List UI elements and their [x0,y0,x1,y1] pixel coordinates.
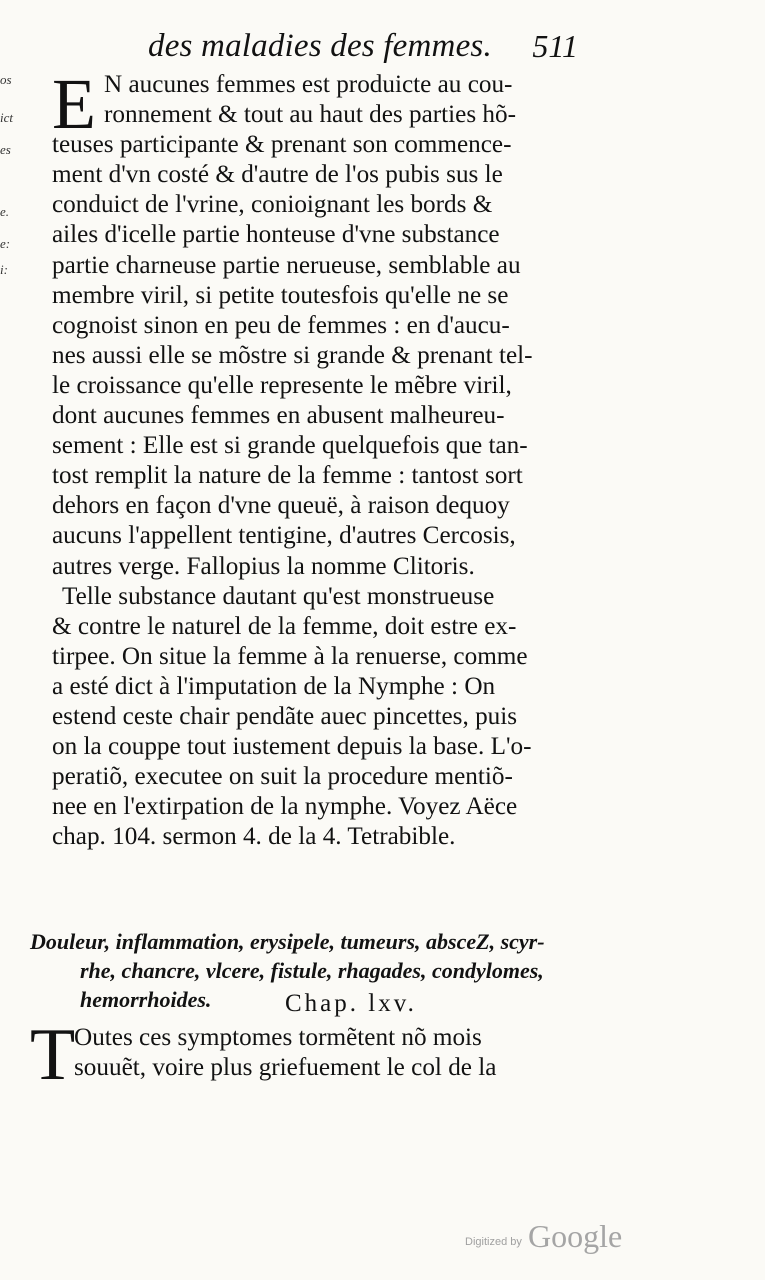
text-line: ronnement & tout au haut des parties hõ- [104,101,516,129]
text-line: sement : Elle est si grande quelquefois que tan- [52,432,528,460]
text-line: souuẽt, voire plus griefuement le col de la [74,1054,497,1082]
text-line: membre viril, si petite toutesfois qu'elle ne se [52,281,509,309]
main-text [52,64,567,852]
margin-mark: ict [0,110,13,125]
paragraph-2 [52,582,567,853]
digitized-by-label: Digitized by [465,1236,522,1248]
text-line: conduict de l'vrine, conioignant les bords & [52,191,493,219]
margin-mark: e. [0,204,10,219]
text-line: on la couppe tout iustement depuis la base. L'o- [52,733,532,761]
text-line: a esté dict à l'imputation de la Nymphe : On [52,672,496,700]
text-line: Outes ces symptomes tormẽtent nõ mois [74,1024,482,1051]
chapter-number: Chap. lxv. [285,990,417,1017]
text-line: tirpee. On situe la femme à la renuerse, comme [52,642,528,670]
margin-mark: es [0,142,11,157]
text-line: chap. 104. sermon 4. de la 4. Tetrabible. [52,823,456,851]
text-line: ment d'vn costé & d'autre de l'os pubis sus le [52,161,503,189]
text-line: peratiõ, executee on suit la procedure mentiõ- [52,763,513,791]
text-line: dehors en façon d'vne queuë, à raison dequoy [52,492,510,520]
running-title: des maladies des femmes. [148,28,492,64]
paragraph-1 [52,64,567,582]
text-line: nee en l'extirpation de la nymphe. Voyez Aëce [52,793,518,821]
text-line: le croissance qu'elle represente le mẽbre viril, [52,371,512,399]
margin-mark: i: [0,262,8,277]
page-header [148,28,578,68]
text-line: tost remplit la nature de la femme : tantost sort [52,462,523,490]
text-line: & contre le naturel de la femme, doit estre ex- [52,612,517,640]
text-line: aucuns l'appellent tentigine, d'autres Cercosis, [52,522,516,550]
margin-mark: e: [0,236,11,251]
drop-cap: T [30,1014,76,1096]
google-logo: Google [528,1218,623,1254]
text-line: cognoist sinon en peu de femmes : en d'aucu- [52,311,510,339]
text-line: partie charneuse partie nerueuse, semblable au [52,251,521,279]
text-line: estend ceste chair pendãte auec pincettes, puis [52,702,518,730]
text-line: ailes d'icelle partie honteuse d'vne substance [52,221,500,249]
drop-cap: E [52,64,96,144]
text-line: dont aucunes femmes en abusent malheureu- [52,402,505,430]
heading-line: rhe, chancre, vlcere, fistule, rhagades, condylomes, [80,958,544,983]
page-number: 511 [532,28,578,64]
heading-line: Douleur, inflammation, erysipele, tumeurs, absceZ, scyr- [30,929,545,954]
text-line: teuses participante & prenant son commence- [52,131,512,159]
text-line: N aucunes femmes est produicte au cou- [104,71,513,98]
chapter-text [30,1014,570,1096]
digitization-watermark [465,1218,625,1258]
margin-mark: os [0,72,12,87]
heading-line: hemorrhoides. [80,987,212,1012]
text-line: autres verge. Fallopius la nomme Clitoris. [52,552,475,580]
text-line: nes aussi elle se mõstre si grande & prenant tel- [52,341,533,369]
text-line: Telle substance dautant qu'est monstrueuse [62,582,495,610]
